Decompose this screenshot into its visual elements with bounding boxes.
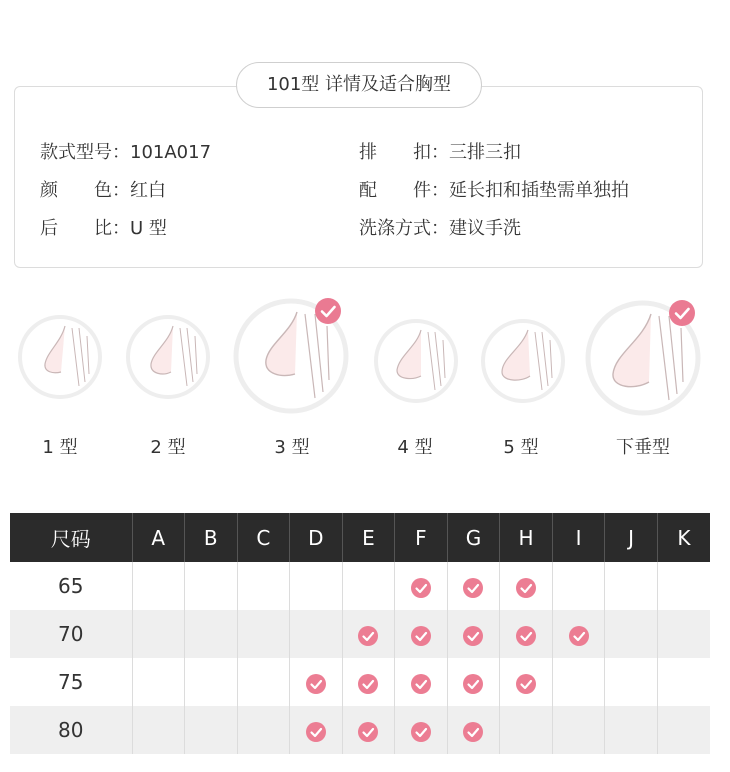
fit-cell — [657, 610, 710, 658]
fit-cell — [290, 706, 343, 754]
cup-header-cell: H — [500, 513, 553, 562]
fit-cell — [552, 658, 605, 706]
fit-cell — [237, 706, 290, 754]
fit-cell — [185, 610, 238, 658]
check-circle-icon — [411, 722, 431, 742]
cup-header-cell: K — [657, 513, 710, 562]
shape-label: 5 型 — [503, 437, 539, 458]
fit-cell — [342, 562, 395, 610]
shape-5-icon — [480, 318, 566, 404]
fit-cell — [500, 706, 553, 754]
spec-label: 配 件： — [359, 180, 449, 201]
check-circle-icon — [411, 578, 431, 598]
fit-cell — [447, 658, 500, 706]
check-circle-icon — [463, 674, 483, 694]
spec-value: 红白 — [130, 180, 166, 201]
fit-cell — [552, 706, 605, 754]
spec-value: 三排三扣 — [449, 142, 521, 163]
shape-label: 下垂型 — [616, 437, 670, 458]
fit-cell — [395, 610, 448, 658]
check-circle-icon — [411, 626, 431, 646]
fit-cell — [605, 610, 658, 658]
spec-back — [40, 214, 167, 240]
table-row — [10, 658, 710, 706]
check-circle-icon — [411, 674, 431, 694]
spec-label: 后 比： — [40, 218, 130, 239]
fit-cell — [657, 658, 710, 706]
shape-4-icon — [373, 318, 459, 404]
fit-cell — [237, 658, 290, 706]
table-row — [10, 562, 710, 610]
band-size-cell: 80 — [10, 706, 132, 754]
cup-header-cell: C — [237, 513, 290, 562]
spec-value: 延长扣和插垫需单独拍 — [449, 180, 629, 201]
check-circle-icon — [463, 626, 483, 646]
fit-cell — [657, 562, 710, 610]
fit-cell — [657, 706, 710, 754]
shape-label: 2 型 — [150, 437, 186, 458]
check-circle-icon — [463, 722, 483, 742]
band-size-cell: 75 — [10, 658, 132, 706]
shape-label: 4 型 — [397, 437, 433, 458]
fit-cell — [185, 562, 238, 610]
fit-cell — [290, 562, 343, 610]
fit-cell — [605, 658, 658, 706]
table-row — [10, 610, 710, 658]
fit-cell — [395, 706, 448, 754]
cup-header-cell: E — [342, 513, 395, 562]
fit-cell — [605, 562, 658, 610]
fit-cell — [500, 562, 553, 610]
check-circle-icon — [306, 674, 326, 694]
cup-header-cell: G — [447, 513, 500, 562]
cup-header-cell: A — [132, 513, 185, 562]
spec-value: U 型 — [130, 218, 167, 239]
check-circle-icon — [306, 722, 326, 742]
fit-cell — [342, 706, 395, 754]
cup-header-cell: I — [552, 513, 605, 562]
spec-label: 洗涤方式： — [359, 218, 449, 239]
check-circle-icon — [516, 578, 536, 598]
fit-cell — [552, 562, 605, 610]
size-table — [10, 513, 710, 754]
fit-cell — [237, 562, 290, 610]
spec-hooks — [359, 138, 521, 164]
check-circle-icon — [669, 300, 695, 326]
cup-header-cell: J — [605, 513, 658, 562]
fit-cell — [185, 658, 238, 706]
band-size-cell: 65 — [10, 562, 132, 610]
check-circle-icon — [358, 722, 378, 742]
fit-cell — [500, 610, 553, 658]
fit-cell — [132, 706, 185, 754]
size-header-cell: 尺码 — [10, 513, 132, 562]
check-circle-icon — [463, 578, 483, 598]
fit-cell — [342, 658, 395, 706]
spec-style-number — [40, 138, 211, 164]
fit-cell — [395, 658, 448, 706]
fit-cell — [237, 610, 290, 658]
fit-cell — [447, 706, 500, 754]
shape-1-icon — [17, 314, 103, 400]
fit-cell — [132, 610, 185, 658]
shape-label: 3 型 — [274, 437, 310, 458]
spec-label: 款式型号： — [40, 142, 130, 163]
spec-label: 排 扣： — [359, 142, 449, 163]
check-circle-icon — [569, 626, 589, 646]
spec-accessories — [359, 176, 629, 202]
check-circle-icon — [315, 298, 341, 324]
spec-label: 颜 色： — [40, 180, 130, 201]
spec-value: 101A017 — [130, 142, 212, 163]
check-circle-icon — [358, 626, 378, 646]
fit-cell — [447, 562, 500, 610]
fit-cell — [447, 610, 500, 658]
check-circle-icon — [516, 674, 536, 694]
spec-color — [40, 176, 166, 202]
fit-cell — [395, 562, 448, 610]
spec-washing — [359, 214, 521, 240]
fit-cell — [290, 658, 343, 706]
fit-cell — [342, 610, 395, 658]
check-circle-icon — [358, 674, 378, 694]
fit-cell — [185, 706, 238, 754]
cup-header-cell: F — [395, 513, 448, 562]
check-circle-icon — [516, 626, 536, 646]
table-row — [10, 706, 710, 754]
cup-header-cell: B — [185, 513, 238, 562]
fit-cell — [500, 658, 553, 706]
fit-cell — [132, 562, 185, 610]
band-size-cell: 70 — [10, 610, 132, 658]
size-table-header — [10, 513, 710, 562]
shape-label: 1 型 — [42, 437, 78, 458]
fit-cell — [605, 706, 658, 754]
spec-value: 建议手洗 — [449, 218, 521, 239]
fit-cell — [290, 610, 343, 658]
fit-cell — [552, 610, 605, 658]
shape-2-icon — [125, 314, 211, 400]
spec-title: 101型 详情及适合胸型 — [236, 62, 482, 108]
fit-cell — [132, 658, 185, 706]
cup-header-cell: D — [290, 513, 343, 562]
